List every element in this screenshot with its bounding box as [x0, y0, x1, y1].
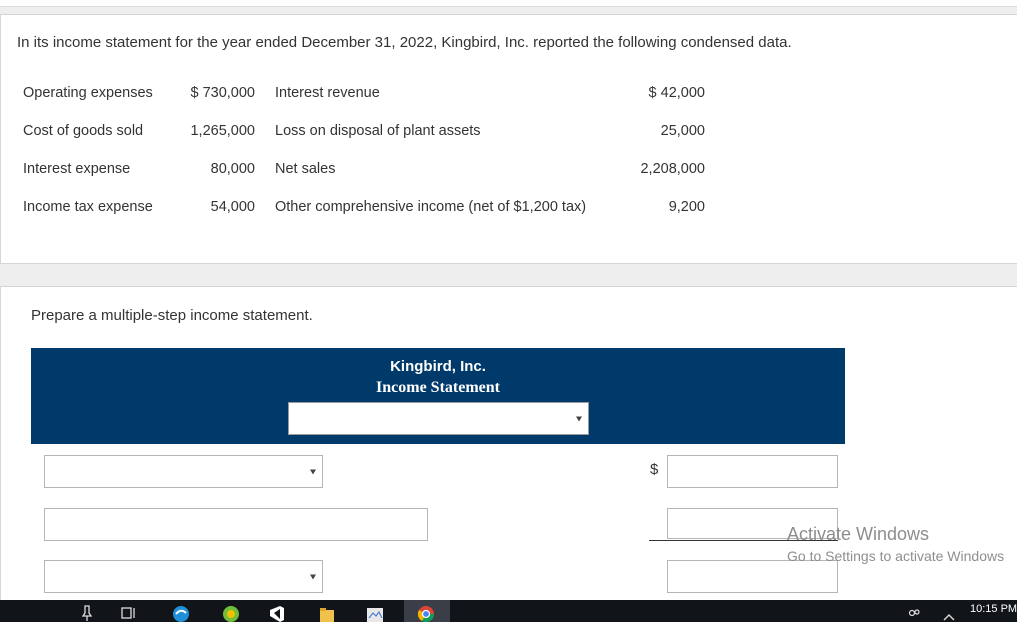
data-label: Loss on disposal of plant assets: [275, 123, 481, 139]
row1-account-select[interactable]: [44, 455, 323, 488]
dropdown-arrow-icon: [576, 416, 582, 421]
data-row: [23, 153, 723, 191]
people-icon[interactable]: [905, 604, 923, 622]
dollar-sign: $: [650, 461, 659, 478]
chat-icon[interactable]: [222, 604, 240, 622]
question-panel: [0, 14, 1017, 264]
data-label: Interest expense: [23, 161, 131, 177]
data-row: [23, 115, 723, 153]
data-label: Operating expenses: [23, 85, 153, 101]
data-row: [23, 77, 723, 115]
row1-amount-input[interactable]: [667, 455, 838, 488]
activate-windows-subtitle: Go to Settings to activate Windows: [787, 548, 1005, 564]
answer-prompt: Prepare a multiple-step income statement.: [31, 307, 313, 324]
dropdown-arrow-icon: [310, 469, 316, 474]
row2-text-input[interactable]: [44, 508, 428, 541]
data-value: $ 42,000: [648, 85, 705, 101]
task-view-icon[interactable]: [120, 604, 138, 622]
visual-studio-icon[interactable]: [268, 604, 286, 622]
question-intro: In its income statement for the year ended December 31, 2022, Kingbird, Inc. reported the following condensed data.: [17, 34, 792, 51]
pin-icon[interactable]: [78, 604, 96, 622]
activate-windows-title: Activate Windows: [787, 524, 930, 544]
data-value: $ 730,000: [190, 85, 255, 101]
statement-header: [31, 348, 845, 444]
statement-title: Income Statement: [376, 379, 500, 396]
image-viewer-icon[interactable]: [366, 604, 384, 622]
tray-chevron-icon[interactable]: [940, 604, 958, 622]
data-value: 80,000: [210, 161, 255, 177]
data-value: 54,000: [210, 199, 255, 215]
company-name: Kingbird, Inc.: [390, 358, 486, 375]
taskbar: [0, 600, 1017, 622]
dropdown-arrow-icon: [310, 574, 316, 579]
data-label: Other comprehensive income (net of $1,200 tax): [275, 199, 587, 215]
row3-account-select[interactable]: [44, 560, 323, 593]
edge-icon[interactable]: [172, 604, 190, 622]
data-label: Interest revenue: [275, 85, 380, 101]
period-select[interactable]: [288, 402, 589, 435]
taskbar-clock[interactable]: 10:15 PM: [970, 603, 1017, 615]
data-value: 1,265,000: [190, 123, 255, 139]
data-value: 25,000: [660, 123, 705, 139]
top-strip: [0, 0, 1017, 7]
data-label: Income tax expense: [23, 199, 153, 215]
data-label: Cost of goods sold: [23, 123, 144, 139]
data-label: Net sales: [275, 161, 336, 177]
file-explorer-icon[interactable]: [318, 604, 336, 622]
data-value: 9,200: [668, 199, 705, 215]
data-value: 2,208,000: [640, 161, 705, 177]
data-row: [23, 191, 723, 229]
chrome-icon[interactable]: [417, 604, 435, 622]
row3-amount-input[interactable]: [667, 560, 838, 593]
